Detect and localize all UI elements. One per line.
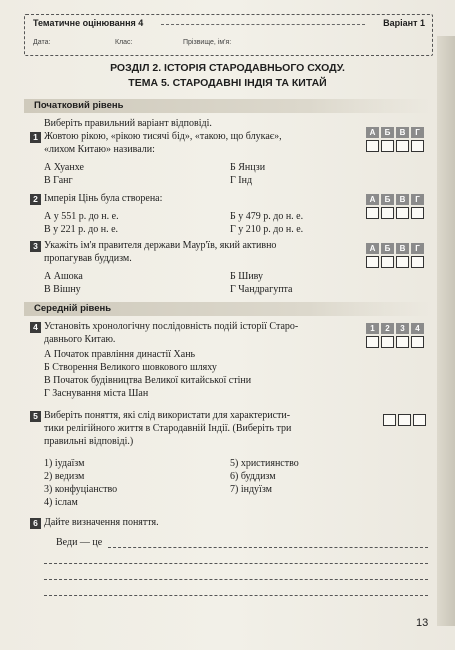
option-v: В у 221 р. до н. е.: [44, 224, 119, 235]
question-text: пропагував буддизм.: [44, 253, 132, 264]
option-a: А Ашока: [44, 271, 83, 282]
answer-box[interactable]: [366, 140, 379, 152]
header-box: [24, 14, 433, 56]
name-field: Прізвище, ім'я:: [183, 39, 232, 46]
option-6: 6) буддизм: [230, 471, 276, 482]
question-number: 5: [30, 411, 41, 422]
answer-box[interactable]: [381, 140, 394, 152]
question-number: 1: [30, 132, 41, 143]
option-g: Г Інд: [230, 175, 253, 186]
class-field: Клас:: [115, 39, 133, 46]
option-4: 4) іслам: [44, 497, 78, 508]
option-2: 2) ведизм: [44, 471, 85, 482]
term-label: Веди — це: [56, 537, 103, 548]
answer-box[interactable]: [396, 256, 409, 268]
answer-box[interactable]: [396, 140, 409, 152]
order-box[interactable]: [396, 336, 409, 348]
option-3: 3) конфуціанство: [44, 484, 118, 495]
answer-line[interactable]: [44, 579, 428, 580]
variant-label: Варіант 1: [383, 18, 425, 28]
question-text: тики релігійного життя в Стародавній Індії. (Виберіть три: [44, 423, 292, 434]
topic-title: ТЕМА 5. СТАРОДАВНІ ІНДІЯ ТА КИТАЙ: [128, 77, 327, 89]
question-number: 3: [30, 241, 41, 252]
option-v: В Вішну: [44, 284, 81, 295]
worksheet-page: Тематичне оцінювання 4 Варіант 1 Дата: Клас: Прізвище, ім'я: РОЗДІЛ 2. ІСТОРІЯ СТАРОДАВНЬОГО СХОДУ. ТЕМА 5. СТАРОДАВНІ ІНДІЯ ТА КИТАЙ Початковий рівень Виберіть правильний варіант відповіді. 1 Жовтою рікою, «рікою тисячі бід», «такою, що блукає», «лихом Китаю» називали: А Хуанхе Б Янцзи В Ганг Г Інд А Б В Г 2 Імперія Цінь була створена: А у 551 р. до н. е. Б у 479 р. до н. е. В у 221 р. до н. е. Г у 210 р. до н. е. А Б В Г 3 Укажіть ім'я правителя держави Маур'їв, який активно пропагував буддизм. А Ашока Б Шиву В Вішну Г Чандрагупта А Б В Г Середній рівень 4 Установіть хронологічну послідовність подій історії Старо- давнього Китаю. А Початок правління династії Хань Б Створення Великого шовкового шляху В Початок будівництва Великої китайської стіни Г Заснування міста Шан 1 2 3 4 5 Виберіть поняття, які слід використати для характеристи- тики релігійного життя в Стародавній Індії. (Виберіть три правильні відповіді.) 1) іудаїзм 2) ведизм 3) конфуціанство 4) іслам 5) християнство 6) буддизм 7) індуїзм 6 Дайте визначення поняття. Веди — це 13: [0, 0, 455, 650]
order-box[interactable]: [366, 336, 379, 348]
level-initial: Початковий рівень: [24, 99, 431, 113]
event-a: А Початок правління династії Хань: [44, 349, 196, 360]
page-number: 13: [416, 617, 429, 629]
option-b: Б Шиву: [230, 271, 264, 282]
header-title: Тематичне оцінювання 4: [33, 18, 144, 28]
event-g: Г Заснування міста Шан: [44, 388, 149, 399]
instruction: Виберіть правильний варіант відповіді.: [44, 118, 212, 129]
option-b: Б у 479 р. до н. е.: [230, 211, 304, 222]
answer-box[interactable]: [411, 256, 424, 268]
header-divider: [161, 24, 365, 25]
event-v: В Початок будівництва Великої китайської стіни: [44, 375, 252, 386]
answer-box[interactable]: [411, 207, 424, 219]
question-number: 4: [30, 322, 41, 333]
option-g: Г у 210 р. до н. е.: [230, 224, 304, 235]
section-title: РОЗДІЛ 2. ІСТОРІЯ СТАРОДАВНЬОГО СХОДУ.: [110, 62, 345, 74]
question-text: «лихом Китаю» називали:: [44, 144, 155, 155]
answer-box[interactable]: [381, 256, 394, 268]
order-box[interactable]: [411, 336, 424, 348]
answer-line[interactable]: [44, 595, 428, 596]
event-b: Б Створення Великого шовкового шляху: [44, 362, 217, 373]
option-v: В Ганг: [44, 175, 73, 186]
question-text: Укажіть ім'я правителя держави Маур'їв, який активно: [44, 240, 277, 251]
answer-box[interactable]: [413, 414, 426, 426]
answer-box[interactable]: [381, 207, 394, 219]
option-5: 5) християнство: [230, 458, 299, 469]
option-7: 7) індуїзм: [230, 484, 272, 495]
answer-line[interactable]: [108, 547, 428, 548]
question-text: Установіть хронологічну послідовність подій історії Старо-: [44, 321, 299, 332]
option-b: Б Янцзи: [230, 162, 266, 173]
date-field: Дата:: [33, 39, 51, 46]
question-text: Виберіть поняття, які слід використати для характеристи-: [44, 410, 291, 421]
answer-box[interactable]: [383, 414, 396, 426]
question-text: Імперія Цінь була створена:: [44, 193, 163, 204]
answer-box[interactable]: [366, 256, 379, 268]
question-text: Дайте визначення поняття.: [44, 517, 159, 528]
answer-box[interactable]: [396, 207, 409, 219]
order-box[interactable]: [381, 336, 394, 348]
option-g: Г Чандрагупта: [230, 284, 293, 295]
answer-box[interactable]: [398, 414, 411, 426]
question-text: правильні відповіді.): [44, 436, 134, 447]
option-a: А Хуанхе: [44, 162, 84, 173]
next-page-edge: [437, 36, 455, 626]
level-intermediate: Середній рівень: [24, 302, 431, 316]
option-1: 1) іудаїзм: [44, 458, 85, 469]
question-number: 6: [30, 518, 41, 529]
option-a: А у 551 р. до н. е.: [44, 211, 119, 222]
question-text: Жовтою рікою, «рікою тисячі бід», «такою, що блукає»,: [44, 131, 282, 142]
answer-box[interactable]: [411, 140, 424, 152]
question-number: 2: [30, 194, 41, 205]
answer-box[interactable]: [366, 207, 379, 219]
question-text: давнього Китаю.: [44, 334, 116, 345]
answer-line[interactable]: [44, 563, 428, 564]
